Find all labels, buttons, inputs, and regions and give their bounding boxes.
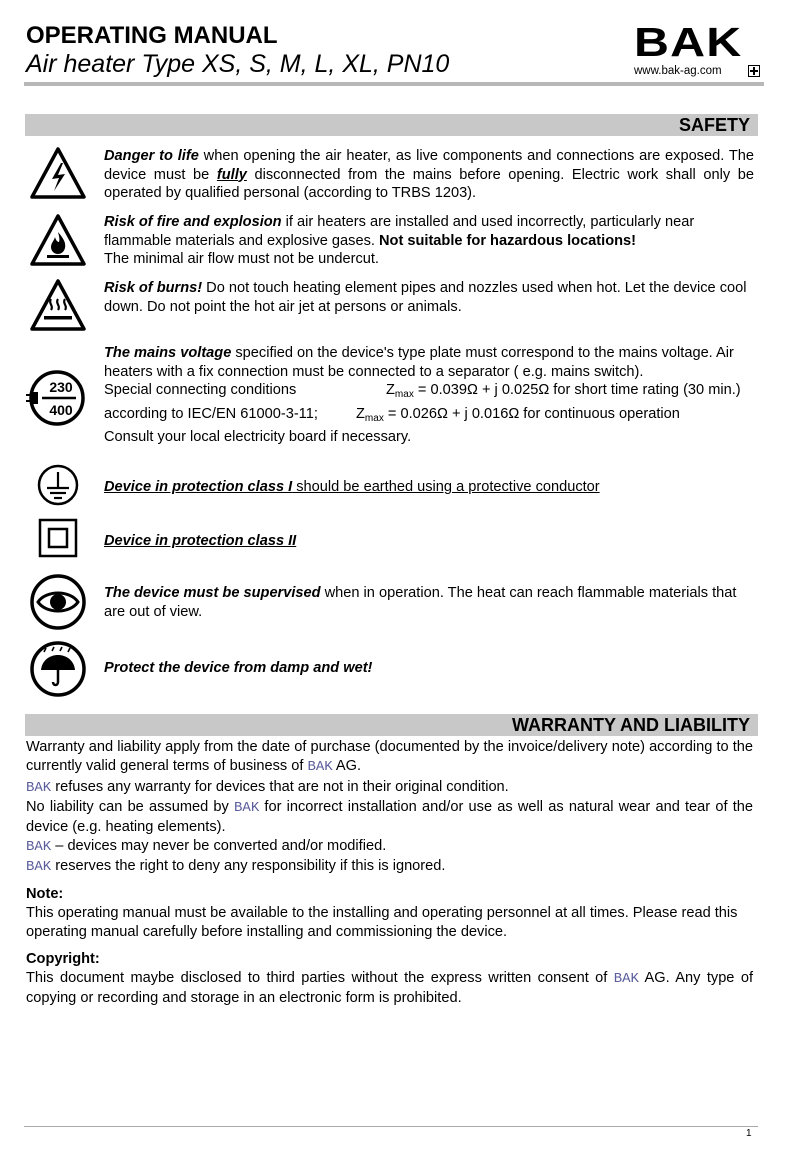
hot-surface-icon [28,277,88,333]
fire-explosion-text: Risk of fire and explosion if air heaters are installed and used incorrectly, particularly near flammable materials and explosive gases. Not suitable for hazardous locations! The minimal air flow must not be undercut. [104,214,695,267]
note-text: This operating manual must be available to the installing and operating personnel at all times. Please read this operating manual carefully before installing and commissioning the device. [26,905,738,940]
damp-wet-text: Protect the device from damp and wet! [104,660,373,676]
warranty-heading: WARRANTY AND LIABILITY [512,715,750,735]
fire-hazard-icon [28,212,88,268]
logo-url: www.bak-ag.com [634,65,722,77]
header-rule [24,82,764,86]
logo-wordmark: BAK [634,19,743,65]
warranty-section-bar [25,714,758,736]
voltage-400-label: 400 [49,402,73,418]
eye-supervision-icon [28,573,88,631]
footer-rule [24,1126,758,1127]
warranty-paragraph-5: BAK reserves the right to deny any responsibility if this is ignored. [26,858,446,875]
page-number: 1 [746,1128,752,1139]
warranty-paragraph-4: BAK – devices may never be converted and/or modified. [26,838,387,855]
safety-section-bar [25,114,758,136]
safety-heading: SAFETY [678,115,750,135]
note-label: Note: [26,886,64,902]
warranty-paragraph-1: Warranty and liability apply from the date of purchase (documented by the invoice/delivery note) according to the currently valid general terms of business of BAK AG. [26,739,753,775]
copyright-label: Copyright: [26,951,100,967]
earth-ground-icon [36,463,80,507]
umbrella-keep-dry-icon [28,640,88,698]
bak-logo [632,20,762,80]
warranty-paragraph-3: No liability can be assumed by BAK for incorrect installation and/or use as well as natural wear and tear of the device (e.g. heating elements). [26,799,753,835]
supervision-text: The device must be supervised when in operation. The heat can reach flammable materials that are out of view. [104,585,737,620]
electric-hazard-icon [28,145,88,201]
voltage-230-label: 230 [49,379,73,395]
double-insulation-icon [38,518,78,558]
risk-of-burns-text: Risk of burns! Do not touch heating element pipes and nozzles used when hot. Let the device cool down. Do not point the hot air jet at persons or animals. [104,280,747,315]
mains-voltage-icon [26,368,88,428]
warranty-paragraph-2: BAK refuses any warranty for devices that are not in their original condition. [26,779,509,796]
mains-voltage-text: The mains voltage specified on the device's type plate must correspond to the mains voltage. Air heaters with a fix connection must be connected to a separator ( e.g. mains switch). Special connecting conditions $Z_{max} = 0.039\Omega + j$ 0.025Ω for short time rating (30 min.) according to IEC/EN 61000-3-11; $Z_{max} = 0.026\Omega + j$ 0.016Ω for continuous operation Consult your local electricity board if necessary. [104,345,741,445]
danger-to-life-text: Danger to life when opening the air heater, as live components and connections are exposed. The device must be fully disconnected from the mains before opening. Electric work shall only be operated by qualified personal (according to TRBS 1203). [104,148,754,201]
copyright-text: This document maybe disclosed to third parties without the express written consent of BAK AG. Any type of copying or recording and storage in an electronic form is prohibited. [26,970,753,1006]
document-subtitle: Air heater Type XS, S, M, L, XL, PN10 [26,50,450,78]
protection-class-1-text: Device in protection class I should be earthed using a protective conductor [104,479,600,495]
protection-class-2-text: Device in protection class II [104,533,297,549]
document-title: OPERATING MANUAL [26,22,278,49]
swiss-cross-icon [748,65,760,77]
